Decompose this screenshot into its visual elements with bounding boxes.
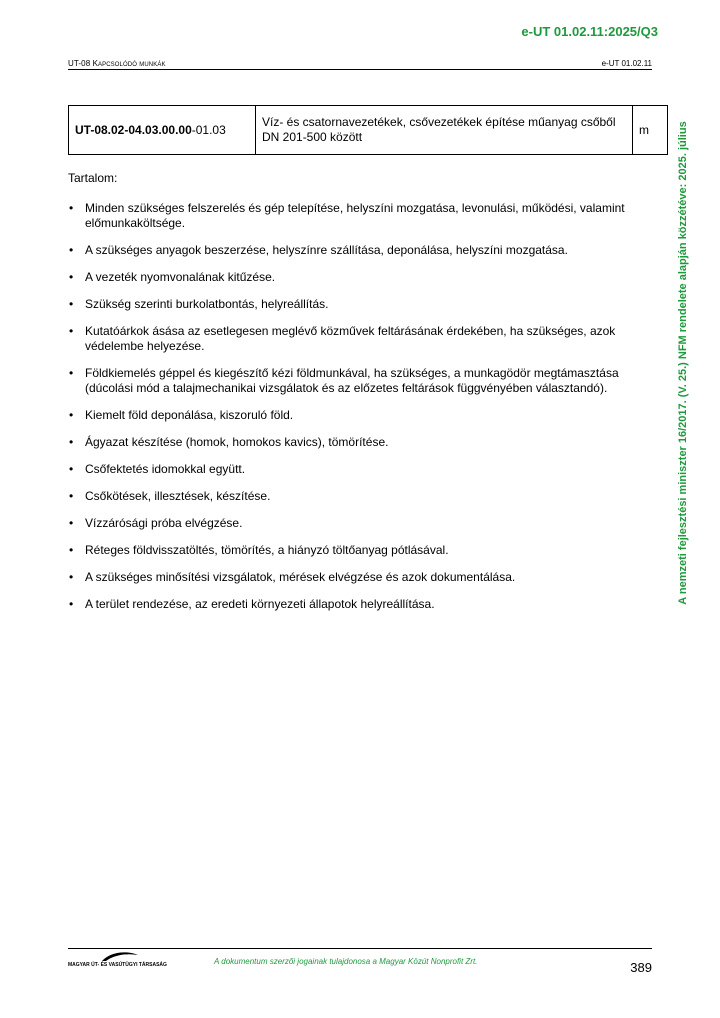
bullet-item: • Szükség szerinti burkolatbontás, helyreállítás. xyxy=(68,297,653,312)
work-item-table xyxy=(68,105,668,155)
bullet-item: • Vízzárósági próba elvégzése. xyxy=(68,516,653,531)
content-bullet-list xyxy=(68,189,653,612)
publication-side-note xyxy=(673,96,693,630)
logo-text: MAGYAR ÚT- ÉS VASÚTÜGYI TÁRSASÁG xyxy=(68,962,167,968)
work-item-description: Víz- és csatornavezetékek, csővezetékek építése műanyag csőből DN 201-500 között xyxy=(256,106,633,155)
bullet-item: • Minden szükséges felszerelés és gép telepítése, helyszíni mozgatása, levonulási, működési, valamint előmunkaköltsége. xyxy=(68,201,653,231)
bullet-item: • Réteges földvisszatöltés, tömörítés, a hiányzó töltőanyag pótlásával. xyxy=(68,543,653,558)
document-code: e-UT 01.02.11:2025/Q3 xyxy=(521,24,658,39)
bullet-item: • A szükséges minősítési vizsgálatok, mérések elvégzése és azok dokumentálása. xyxy=(68,570,653,585)
header-divider xyxy=(68,69,652,70)
bullet-item: • A szükséges anyagok beszerzése, helyszínre szállítása, deponálása, helyszíni mozgatása. xyxy=(68,243,653,258)
work-item-code xyxy=(69,106,256,155)
bullet-item: • A vezeték nyomvonalának kitűzése. xyxy=(68,270,653,285)
copyright-notice: A dokumentum szerzői jogainak tulajdonosa a Magyar Közút Nonprofit Zrt. xyxy=(214,957,478,966)
section-title-smallcaps: apcsolódó munkák xyxy=(98,59,166,68)
bullet-item: • Csőkötések, illesztések, készítése. xyxy=(68,489,653,504)
work-item-code-main: UT-08.02-04.03.00.00 xyxy=(75,123,192,137)
logo-swoosh-icon xyxy=(100,950,140,962)
work-item-unit: m xyxy=(633,106,668,155)
running-header-section xyxy=(68,59,166,68)
running-header-ref: e-UT 01.02.11 xyxy=(601,59,652,68)
side-note-text: A nemzeti fejlesztési miniszter 16/2017. (V. 25.) NFM rendelete alapján közzétéve: 2025. július xyxy=(677,121,689,605)
publisher-logo xyxy=(68,950,167,974)
bullet-item: • Földkiemelés géppel és kiegészítő kézi földmunkával, ha szükséges, a munkagödör megtámasztása (dúcolási mód a talajmechanikai vizsgálatok és az előzetes feltárások függvényében választandó). xyxy=(68,366,653,396)
content-label: Tartalom: xyxy=(68,171,118,185)
section-title-main: UT-08 K xyxy=(68,59,99,68)
bullet-item: • Kutatóárkok ásása az esetlegesen meglévő közművek feltárásának érdekében, ha szükséges, azok védelembe helyezése. xyxy=(68,324,653,354)
bullet-item: • Csőfektetés idomokkal együtt. xyxy=(68,462,653,477)
page-number: 389 xyxy=(630,960,652,975)
bullet-item: • Ágyazat készítése (homok, homokos kavics), tömörítése. xyxy=(68,435,653,450)
footer-divider xyxy=(68,948,652,949)
work-item-code-suffix: -01.03 xyxy=(191,123,226,137)
work-item-row xyxy=(69,106,668,155)
bullet-item: • A terület rendezése, az eredeti környezeti állapotok helyreállítása. xyxy=(68,597,653,612)
bullet-item: • Kiemelt föld deponálása, kiszoruló föld. xyxy=(68,408,653,423)
